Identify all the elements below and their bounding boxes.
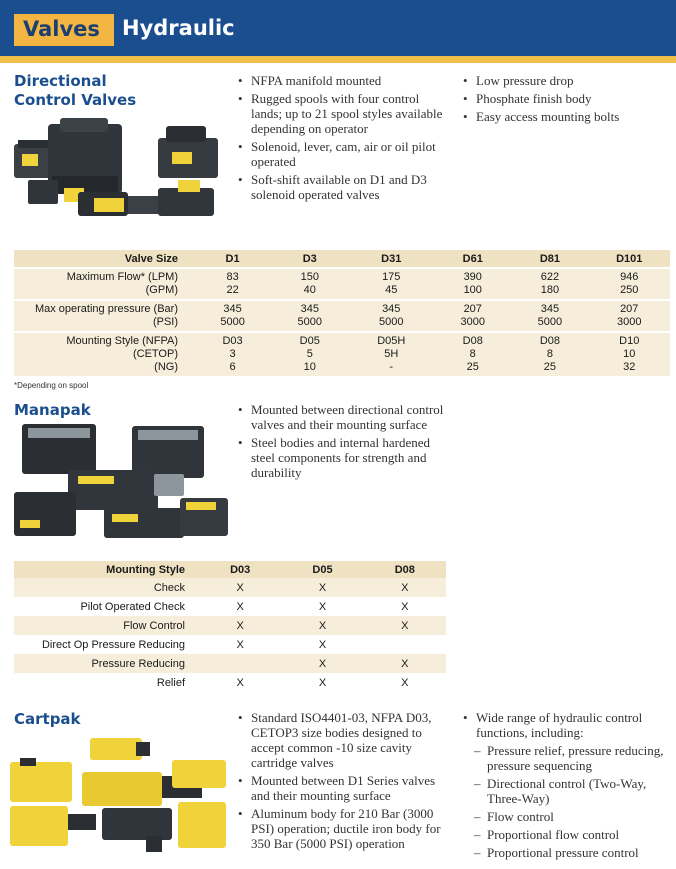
label-line: Maximum Flow* (LPM) [66, 271, 178, 283]
value-line: 250 [620, 284, 639, 296]
manapak-cell: X [281, 635, 363, 654]
bullet: • Soft-shift available on D1 and D3 solenoid operated valves [238, 172, 453, 202]
spec-row-label [14, 300, 194, 332]
value-line: 45 [385, 284, 398, 296]
spec-cell [348, 268, 434, 300]
value-line: D08 [539, 335, 560, 347]
spec-cell [348, 300, 434, 332]
label-line: (GPM) [145, 284, 178, 296]
category-tag [14, 14, 114, 46]
value-line: 100 [463, 284, 482, 296]
value-line: 5000 [379, 316, 404, 328]
bullet: • Standard ISO4401-03, NFPA D03, CETOP3 size bodies designed to accept common -10 size cavity cartridge valves [238, 710, 453, 770]
spec-cell [434, 268, 511, 300]
manapak-cell: X [281, 616, 363, 635]
manapak-row-label: Flow Control [14, 616, 199, 635]
bullet: • Steel bodies and internal hardened steel components for strength and durability [238, 435, 453, 480]
spec-col-header: D3 [271, 250, 348, 268]
sub-bullet: – Flow control [463, 809, 673, 824]
value-line: 150 [300, 271, 319, 283]
manapak-col-header: D03 [199, 561, 281, 578]
manapak-cell [199, 654, 281, 673]
sub-bullet: – Pressure relief, pressure reducing, pressure sequencing [463, 743, 673, 773]
cartpak-photo [6, 732, 230, 860]
spec-cell [434, 300, 511, 332]
value-line: 25 [466, 361, 479, 373]
spec-cell [348, 332, 434, 376]
directional-title [14, 72, 136, 110]
spec-cell [434, 332, 511, 376]
spec-header-label: Valve Size [14, 250, 194, 268]
spec-cell [589, 268, 671, 300]
value-line: 207 [463, 303, 482, 315]
value-line: 5000 [220, 316, 245, 328]
spec-cell [271, 300, 348, 332]
value-line: D05H [377, 335, 406, 347]
manapak-row-label: Relief [14, 673, 199, 692]
value-line: D03 [222, 335, 243, 347]
label-line: (NG) [154, 361, 178, 373]
directional-title-line1: Directional [14, 72, 107, 90]
bullet: • Mounted between directional control valves and their mounting surface [238, 402, 453, 432]
bullet: • Rugged spools with four control lands; up to 21 spool styles available depending on operator [238, 91, 453, 136]
value-line: 6 [229, 361, 236, 373]
label-line: (PSI) [152, 316, 178, 328]
value-line: 180 [540, 284, 560, 296]
sub-bullet: – Proportional pressure control [463, 845, 673, 860]
valve-spec-table [14, 250, 670, 376]
value-line: D08 [462, 335, 483, 347]
bullet: • Wide range of hydraulic control functions, including: [463, 710, 673, 740]
bullet: • Solenoid, lever, cam, air or oil pilot operated [238, 139, 453, 169]
cartpak-bullets-right [463, 710, 673, 863]
spec-cell [194, 300, 271, 332]
cartpak-title: Cartpak [14, 710, 81, 728]
value-line: 83 [226, 271, 239, 283]
value-line: - [389, 361, 394, 373]
label-line: Max operating pressure (Bar) [34, 303, 178, 315]
value-line: 345 [540, 303, 560, 315]
spec-cell [271, 268, 348, 300]
spec-cell [271, 332, 348, 376]
sub-bullet: – Directional control (Two-Way, Three-Way) [463, 776, 673, 806]
value-line: 946 [620, 271, 639, 283]
spec-cell [194, 268, 271, 300]
value-line: 10 [623, 348, 636, 360]
manapak-cell: X [281, 597, 363, 616]
manapak-table [14, 561, 446, 692]
spec-cell [589, 300, 671, 332]
cartpak-bullets-left [238, 710, 453, 854]
page-title: Hydraulic [122, 16, 235, 40]
value-line: 5000 [297, 316, 322, 328]
value-line: 8 [546, 348, 553, 360]
bullet: • Aluminum body for 210 Bar (3000 PSI) operation; ductile iron body for 350 Bar (5000 PSI) operation [238, 806, 453, 851]
value-line: 345 [382, 303, 401, 315]
spec-col-header: D31 [348, 250, 434, 268]
spec-col-header: D101 [589, 250, 671, 268]
value-line: 10 [303, 361, 316, 373]
directional-title-line2: Control Valves [14, 91, 137, 109]
value-line: 5H [384, 348, 399, 360]
manapak-row [14, 654, 446, 673]
manapak-row [14, 673, 446, 692]
value-line: 207 [620, 303, 639, 315]
manapak-cell: X [364, 673, 446, 692]
value-line: 175 [382, 271, 401, 283]
label-line: (CETOP) [132, 348, 178, 360]
manapak-cell: X [281, 578, 363, 597]
manapak-header-row [14, 561, 446, 578]
spec-cell [194, 332, 271, 376]
page-header [0, 0, 676, 56]
header-stripe [0, 56, 676, 63]
manapak-cell: X [199, 635, 281, 654]
manapak-photo [8, 420, 230, 542]
spec-row-flow [14, 268, 670, 300]
bullet: • Easy access mounting bolts [463, 109, 668, 124]
value-line: 390 [463, 271, 482, 283]
manapak-row [14, 578, 446, 597]
bullet: • Mounted between D1 Series valves and their mounting surface [238, 773, 453, 803]
manapak-cell: X [364, 578, 446, 597]
spec-row-pressure [14, 300, 670, 332]
value-line: 345 [300, 303, 319, 315]
value-line: 345 [223, 303, 242, 315]
spec-col-header: D81 [511, 250, 588, 268]
value-line: 8 [469, 348, 476, 360]
manapak-row [14, 635, 446, 654]
value-line: 25 [543, 361, 557, 373]
value-line: 3000 [460, 316, 485, 328]
spec-header-row [14, 250, 670, 268]
directional-bullets-right [463, 73, 668, 127]
value-line: 22 [226, 284, 239, 296]
value-line: D05 [299, 335, 320, 347]
bullet: • NFPA manifold mounted [238, 73, 453, 88]
manapak-cell: X [364, 616, 446, 635]
spec-row-label [14, 332, 194, 376]
manapak-col-header: D05 [281, 561, 363, 578]
value-line: 40 [303, 284, 316, 296]
bullet: • Low pressure drop [463, 73, 668, 88]
manapak-row [14, 597, 446, 616]
value-line: 3000 [617, 316, 642, 328]
manapak-title: Manapak [14, 401, 91, 419]
manapak-cell: X [281, 673, 363, 692]
spec-cell [511, 332, 588, 376]
manapak-row-label: Check [14, 578, 199, 597]
sub-bullet: – Proportional flow control [463, 827, 673, 842]
manapak-cell: X [199, 597, 281, 616]
manapak-cell: X [281, 654, 363, 673]
bullet: • Phosphate finish body [463, 91, 668, 106]
manapak-cell [364, 635, 446, 654]
manapak-bullets [238, 402, 453, 483]
value-line: 5000 [537, 316, 563, 328]
manapak-row-label: Pilot Operated Check [14, 597, 199, 616]
value-line: D10 [619, 335, 640, 347]
spec-cell [511, 268, 588, 300]
label-line: Mounting Style (NFPA) [66, 335, 178, 347]
spec-cell [511, 300, 588, 332]
value-line: 32 [623, 361, 636, 373]
spec-col-header: D61 [434, 250, 511, 268]
spec-row-mounting [14, 332, 670, 376]
directional-valves-photo [8, 118, 230, 230]
directional-bullets-left [238, 73, 453, 205]
value-line: 3 [229, 348, 236, 360]
spec-row-label [14, 268, 194, 300]
manapak-header-label: Mounting Style [14, 561, 199, 578]
manapak-col-header: D08 [364, 561, 446, 578]
manapak-cell: X [199, 673, 281, 692]
spec-cell [589, 332, 671, 376]
value-line: 5 [306, 348, 313, 360]
manapak-row [14, 616, 446, 635]
manapak-cell: X [364, 597, 446, 616]
manapak-cell: X [364, 654, 446, 673]
value-line: 622 [540, 271, 560, 283]
spec-col-header: D1 [194, 250, 271, 268]
category-tag-label: Valves [23, 17, 100, 41]
manapak-row-label: Direct Op Pressure Reducing [14, 635, 199, 654]
manapak-cell: X [199, 616, 281, 635]
manapak-row-label: Pressure Reducing [14, 654, 199, 673]
spec-footnote: *Depending on spool [14, 381, 89, 390]
manapak-cell: X [199, 578, 281, 597]
